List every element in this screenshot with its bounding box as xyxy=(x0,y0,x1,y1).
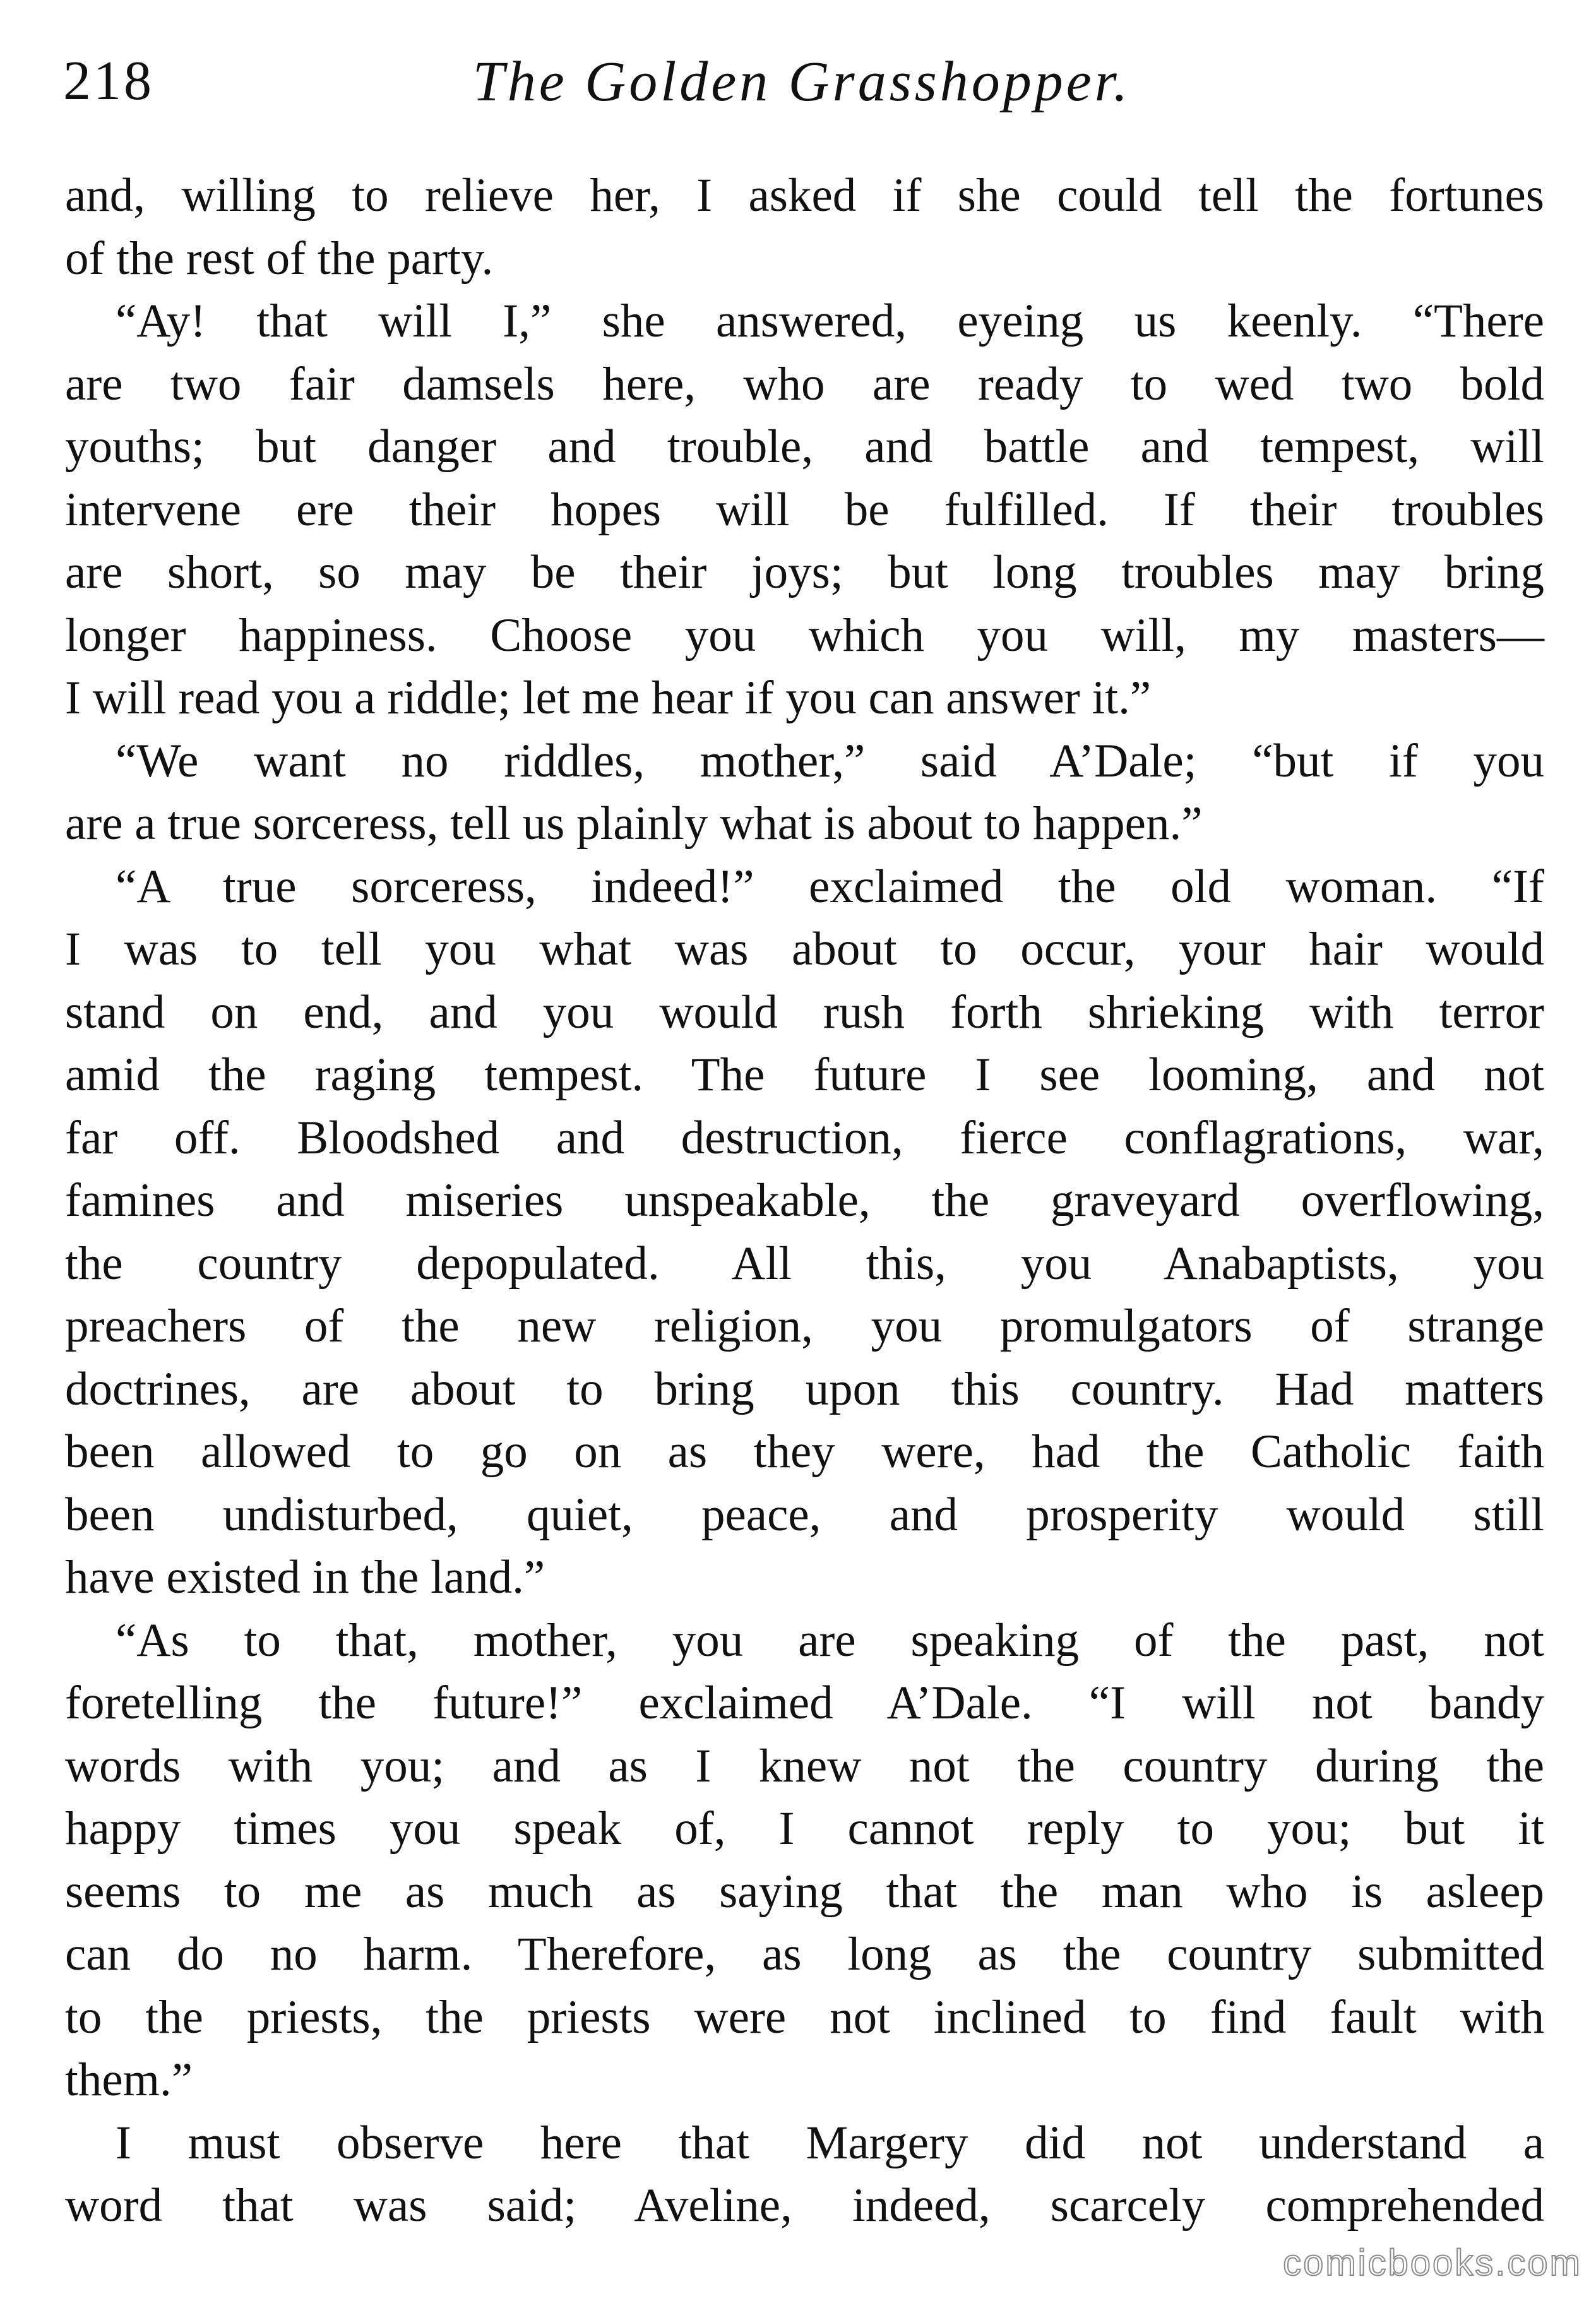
text-line: are a true sorceress, tell us plainly what is about to happen.” xyxy=(65,797,1203,850)
text-line: doctrines, are about to bring upon this country. Had matters xyxy=(65,1362,1544,1415)
text-line: foretelling the future!” exclaimed A’Dale. “I will not bandy xyxy=(65,1677,1544,1729)
text-line: and, willing to relieve her, I asked if she could tell the fortunes xyxy=(65,169,1544,222)
text-line: seems to me as much as saying that the man who is asleep xyxy=(65,1865,1544,1918)
text-line: I was to tell you what was about to occur, your hair would xyxy=(65,923,1544,975)
text-line: youths; but danger and trouble, and battle and tempest, will xyxy=(65,420,1544,473)
watermark: comicbooks.com xyxy=(1283,2242,1582,2283)
text-line: amid the raging tempest. The future I see looming, and not xyxy=(65,1049,1544,1101)
text-line: words with you; and as I knew not the country during the xyxy=(65,1739,1544,1792)
page-header xyxy=(63,49,1540,138)
page-number: 218 xyxy=(63,51,154,112)
text-line: can do no harm. Therefore, as long as the country submitted xyxy=(65,1928,1544,1980)
text-line: famines and miseries unspeakable, the graveyard overflowing, xyxy=(65,1174,1544,1227)
text-line: of the rest of the party. xyxy=(65,232,494,285)
text-line: preachers of the new religion, you promulgators of strange xyxy=(65,1300,1544,1352)
body-text xyxy=(65,164,1544,2237)
text-line: intervene ere their hopes will be fulfilled. If their troubles xyxy=(65,483,1544,536)
text-line: the country depopulated. All this, you Anabaptists, you xyxy=(65,1237,1544,1290)
text-line: to the priests, the priests were not inclined to find fault with xyxy=(65,1990,1544,2043)
text-line: “As to that, mother, you are speaking of the past, not xyxy=(116,1614,1544,1667)
text-line: I will read you a riddle; let me hear if you can answer it.” xyxy=(65,672,1152,724)
text-line: are two fair damsels here, who are ready to wed two bold xyxy=(65,357,1544,410)
text-line: I must observe here that Margery did not understand a xyxy=(116,2116,1544,2169)
text-line: stand on end, and you would rush forth shrieking with terror xyxy=(65,985,1544,1038)
text-line: “Ay! that will I,” she answered, eyeing us keenly. “There xyxy=(116,295,1544,347)
text-line: far off. Bloodshed and destruction, fierce conflagrations, war, xyxy=(65,1111,1544,1164)
text-line: “We want no riddles, mother,” said A’Dale; “but if you xyxy=(116,734,1544,787)
text-line: them.” xyxy=(65,2054,193,2106)
running-title: The Golden Grasshopper. xyxy=(472,51,1131,113)
text-line: “A true sorceress, indeed!” exclaimed the old woman. “If xyxy=(116,860,1544,913)
text-line: happy times you speak of, I cannot reply to you; but it xyxy=(65,1802,1544,1855)
text-line: longer happiness. Choose you which you will, my masters— xyxy=(65,609,1544,662)
text-line: are short, so may be their joys; but long troubles may bring xyxy=(65,546,1544,598)
text-line: been allowed to go on as they were, had the Catholic faith xyxy=(65,1425,1544,1478)
text-line: have existed in the land.” xyxy=(65,1551,545,1603)
text-line: been undisturbed, quiet, peace, and prosperity would still xyxy=(65,1488,1544,1541)
text-line: word that was said; Aveline, indeed, scarcely comprehended xyxy=(65,2179,1544,2232)
